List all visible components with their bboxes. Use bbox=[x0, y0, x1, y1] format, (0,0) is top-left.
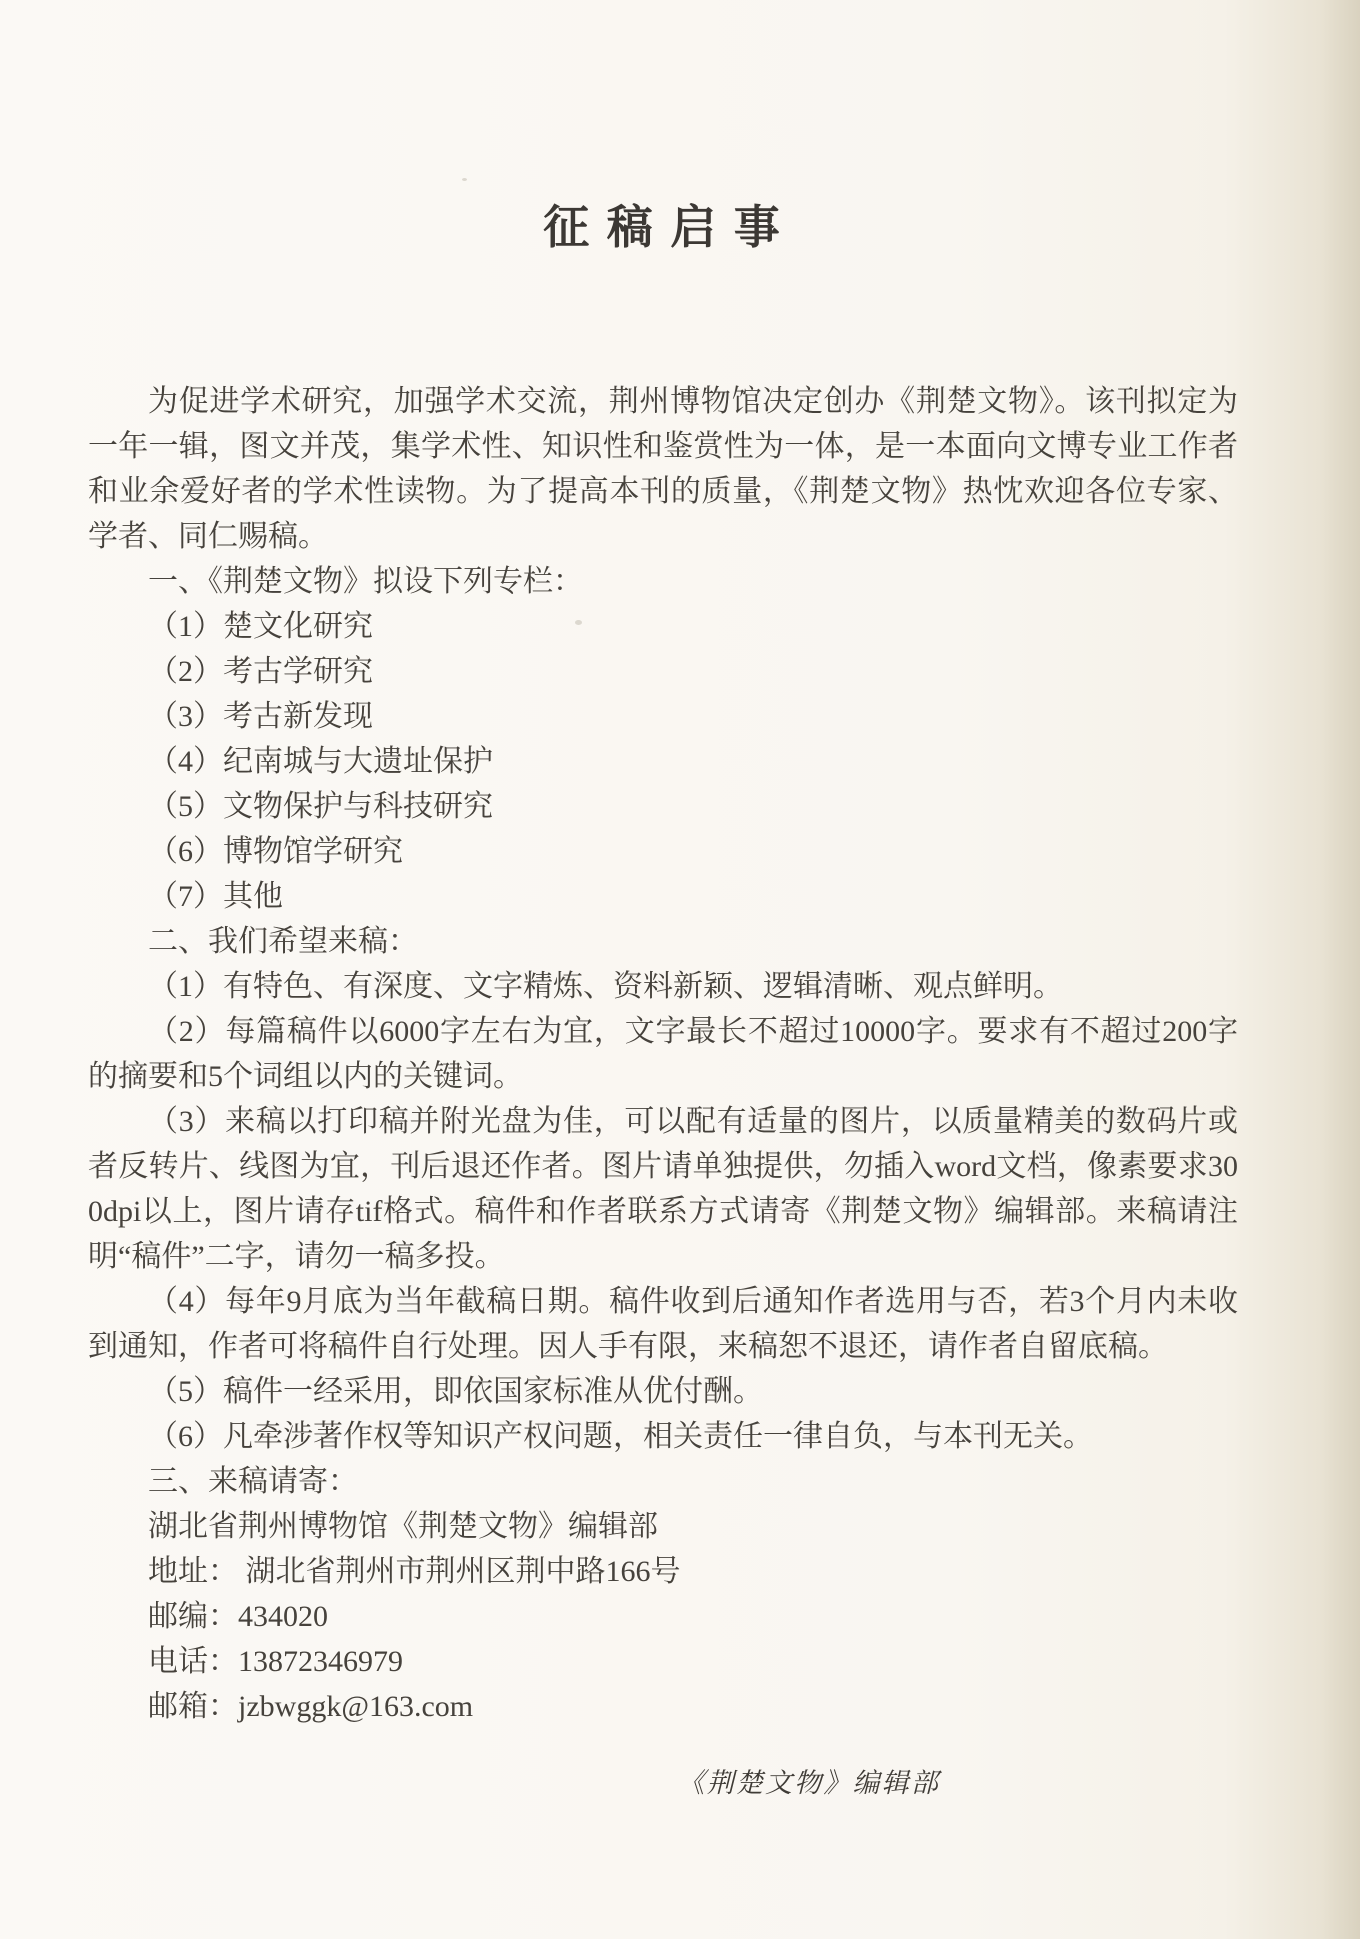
paragraph: （5）文物保护与科技研究 bbox=[148, 790, 493, 823]
paragraph: （5）稿件一经采用，即依国家标准从优付酬。 bbox=[148, 1375, 763, 1408]
paragraph: （2）每篇稿件以6000字左右为宜，文字最长不超过10000字。要求有不超过200字的摘要和5个词组以内的关键词。 bbox=[88, 1015, 1238, 1093]
paragraph: （6）凡牵涉著作权等知识产权问题，相关责任一律自负，与本刊无关。 bbox=[148, 1420, 1093, 1453]
paragraph: （7）其他 bbox=[148, 880, 283, 913]
paragraph: 一、《荆楚文物》拟设下列专栏： bbox=[148, 565, 583, 598]
page-title: 征稿启事 bbox=[543, 202, 798, 253]
paragraph: 为促进学术研究，加强学术交流，荆州博物馆决定创办《荆楚文物》。该刊拟定为一年一辑，图文并茂，集学术性、知识性和鉴赏性为一体，是一本面向文博专业工作者和业余爱好者的学术性读物。为了提高本刊的质量，《荆楚文物》热忱欢迎各位专家、学者、同仁赐稿。 bbox=[88, 385, 1238, 553]
paragraph: 二、我们希望来稿： bbox=[148, 925, 418, 958]
paragraph: （3）来稿以打印稿并附光盘为佳，可以配有适量的图片，以质量精美的数码片或者反转片、线图为宜，刊后退还作者。图片请单独提供，勿插入word文档，像素要求300dpi以上，图片请存tif格式。稿件和作者联系方式请寄《荆楚文物》编辑部。来稿请注明“稿件”二字，请勿一稿多投。 bbox=[88, 1105, 1238, 1273]
paragraph: （1）有特色、有深度、文字精炼、资料新颖、逻辑清晰、观点鲜明。 bbox=[148, 970, 1063, 1003]
paragraph: 电话：13872346979 bbox=[148, 1645, 403, 1678]
paragraph: （4）纪南城与大遗址保护 bbox=[148, 745, 493, 778]
paragraph: （2）考古学研究 bbox=[148, 655, 373, 688]
paragraph: （6）博物馆学研究 bbox=[148, 835, 403, 868]
footer-signature: 《荆楚文物》编辑部 bbox=[677, 1768, 940, 1798]
scan-speck bbox=[462, 178, 467, 181]
paragraph: 地址： 湖北省荆州市荆州区荆中路166号 bbox=[148, 1555, 681, 1588]
paragraph: （4）每年9月底为当年截稿日期。稿件收到后通知作者选用与否，若3个月内未收到通知，作者可将稿件自行处理。因人手有限，来稿恕不退还，请作者自留底稿。 bbox=[88, 1285, 1238, 1363]
paragraph: 三、来稿请寄： bbox=[148, 1465, 358, 1498]
paragraph: （1）楚文化研究 bbox=[148, 610, 373, 643]
scan-speck bbox=[575, 620, 582, 625]
paragraph: 邮编：434020 bbox=[148, 1600, 328, 1633]
paragraph: 湖北省荆州博物馆《荆楚文物》编辑部 bbox=[148, 1510, 658, 1543]
document-body bbox=[0, 379, 1238, 1729]
paragraph: 邮箱：jzbwggk@163.com bbox=[148, 1690, 474, 1723]
paragraph: （3）考古新发现 bbox=[148, 700, 373, 733]
